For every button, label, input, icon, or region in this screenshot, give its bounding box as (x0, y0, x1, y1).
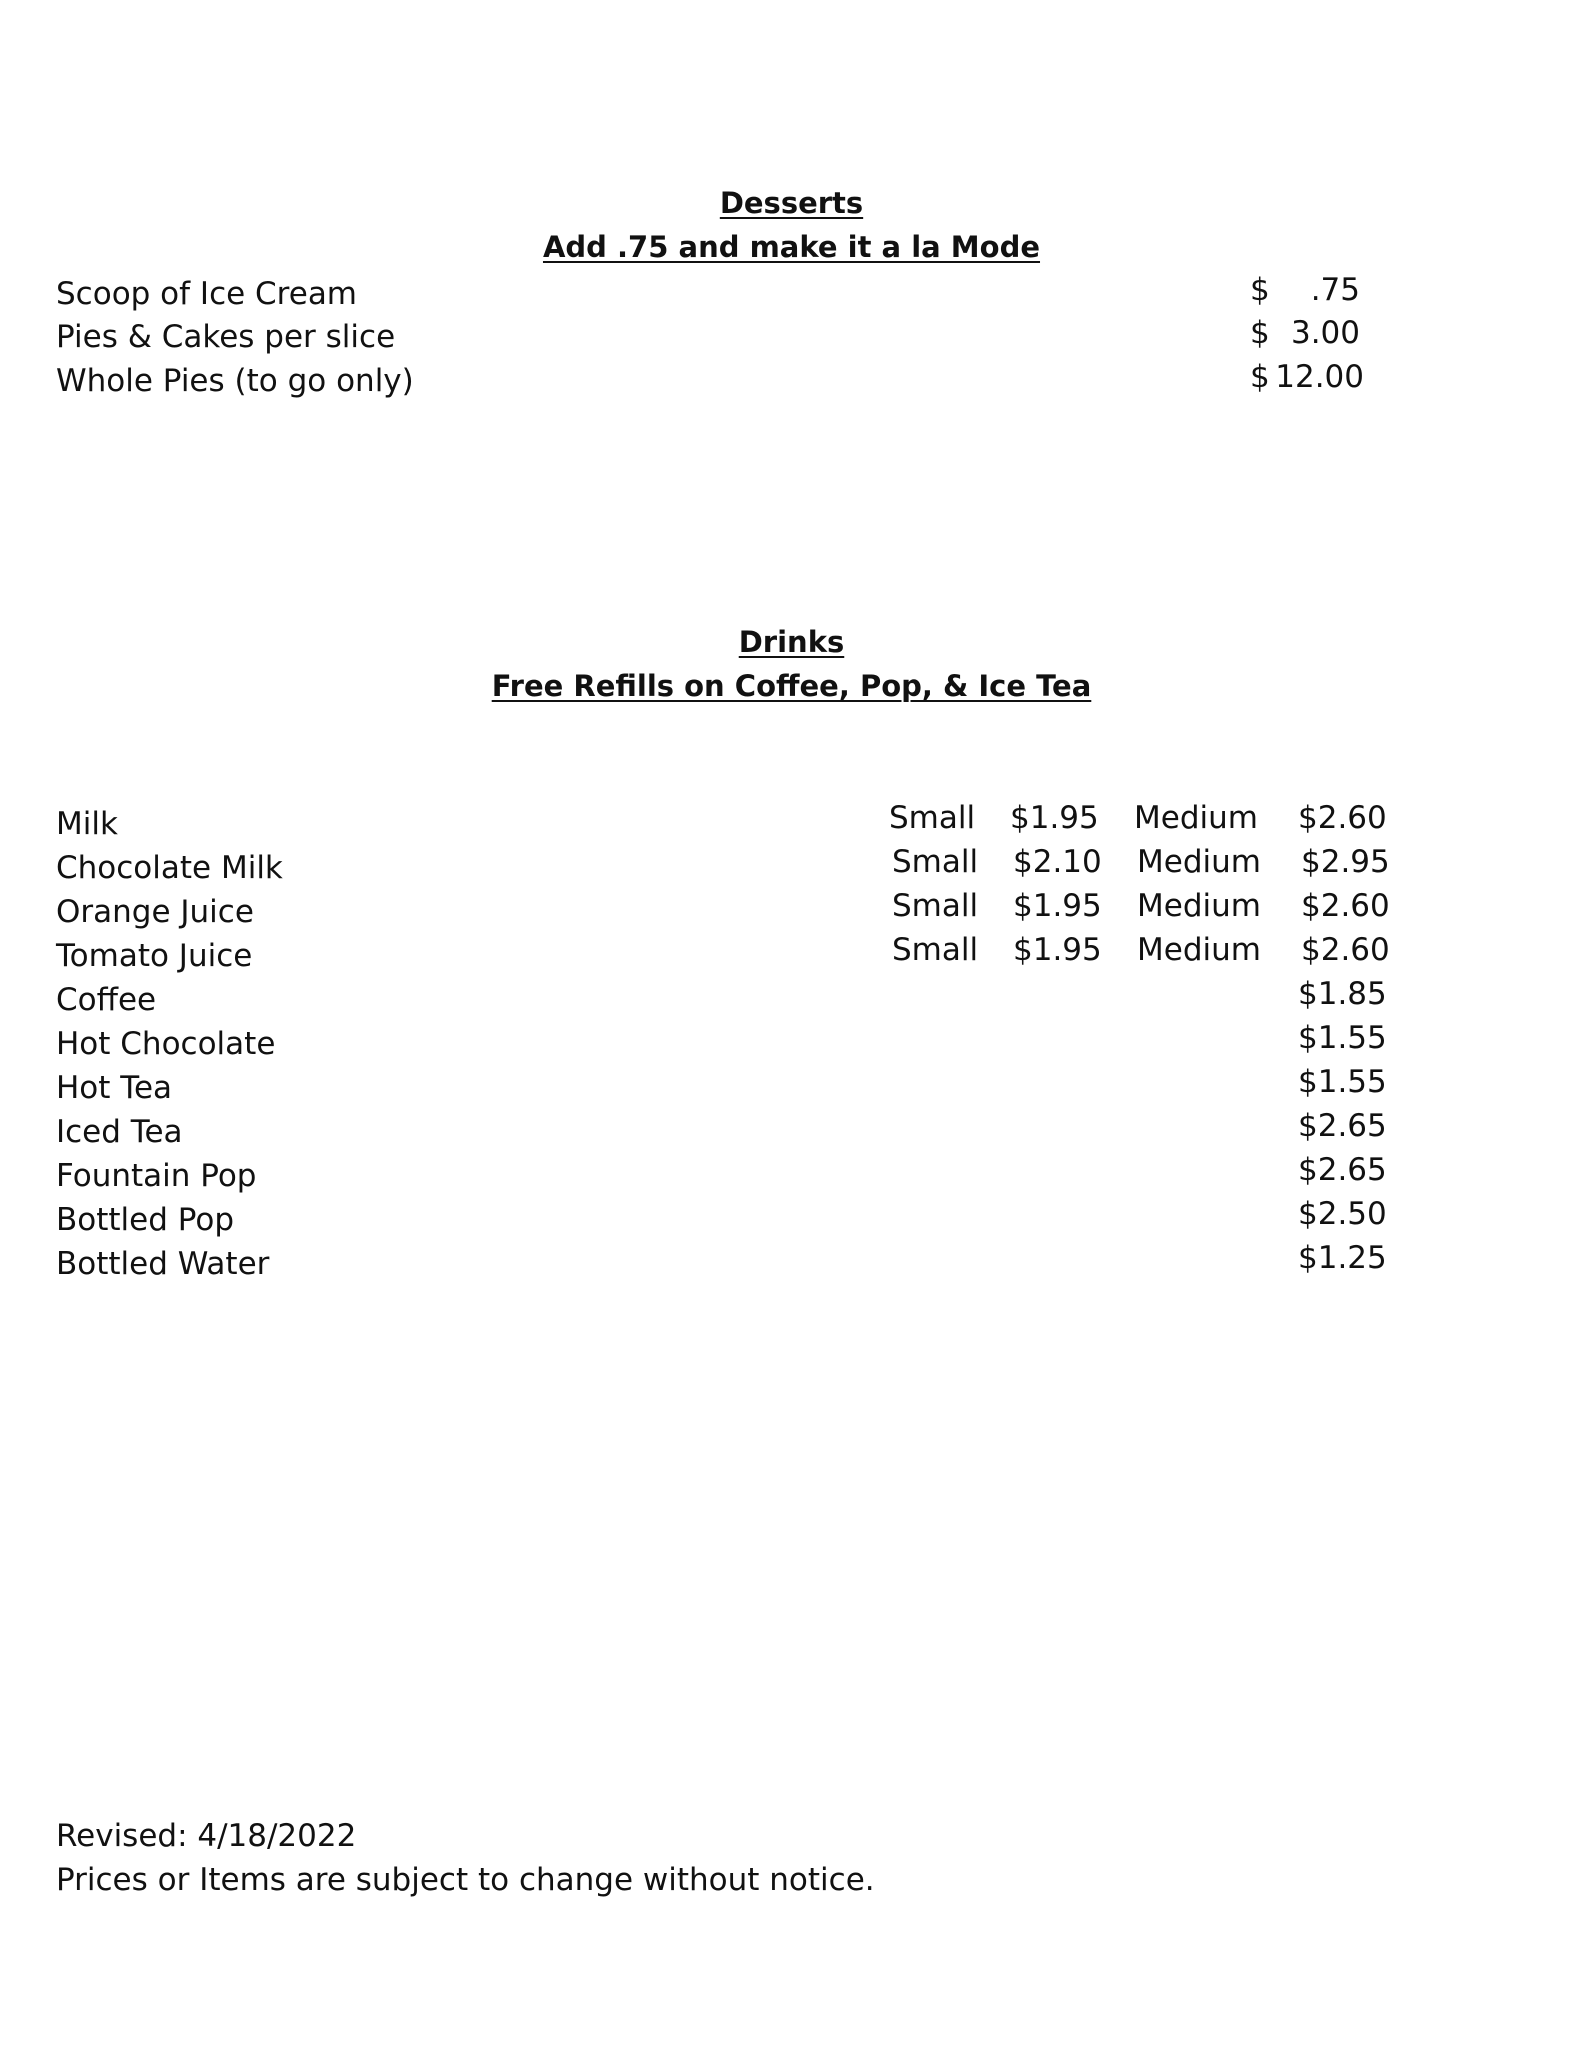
drink-medium-price: $2.95 (1301, 844, 1390, 880)
drink-item-price: $2.50 (1298, 1196, 1387, 1232)
dessert-item-currency: $ (1250, 359, 1270, 395)
drink-item-price: $2.65 (1298, 1108, 1387, 1144)
dessert-item-price: 12.00 (1275, 359, 1364, 395)
drink-item-price: $2.65 (1298, 1152, 1387, 1188)
drink-medium-label: Medium (1137, 932, 1261, 968)
drink-item-name: Iced Tea (56, 1114, 183, 1150)
drink-item-name: Bottled Water (56, 1246, 270, 1282)
drink-item-name: Coffee (56, 982, 157, 1018)
desserts-subtitle: Add .75 and make it a la Mode (542, 230, 1041, 264)
drink-small-price: $1.95 (1013, 888, 1102, 924)
dessert-item-name: Scoop of Ice Cream (56, 276, 358, 312)
price-notice: Prices or Items are subject to change without notice. (56, 1862, 875, 1898)
drink-small-label: Small (892, 932, 979, 968)
drink-item-price: $1.55 (1298, 1064, 1387, 1100)
drink-item-price: $1.85 (1298, 976, 1387, 1012)
drink-medium-label: Medium (1137, 844, 1261, 880)
drinks-subtitle: Free Refills on Coffee, Pop, & Ice Tea (491, 669, 1092, 703)
drink-item-price: $1.55 (1298, 1020, 1387, 1056)
dessert-item-price: .75 (1310, 272, 1360, 308)
drink-item-name: Hot Tea (56, 1070, 173, 1106)
drink-small-label: Small (892, 844, 979, 880)
drink-small-label: Small (892, 888, 979, 924)
drink-item-name: Chocolate Milk (56, 850, 283, 886)
drink-item-name: Orange Juice (56, 894, 254, 930)
drink-medium-price: $2.60 (1301, 932, 1390, 968)
drink-item-price: $1.25 (1298, 1240, 1387, 1276)
drink-medium-price: $2.60 (1301, 888, 1390, 924)
drink-small-price: $2.10 (1013, 844, 1102, 880)
drink-medium-label: Medium (1134, 800, 1258, 836)
drink-medium-label: Medium (1137, 888, 1261, 924)
drink-item-name: Bottled Pop (56, 1202, 234, 1238)
drink-small-price: $1.95 (1013, 932, 1102, 968)
dessert-item-currency: $ (1250, 272, 1270, 308)
dessert-item-price: 3.00 (1290, 315, 1360, 351)
desserts-title: Desserts (719, 186, 864, 220)
drinks-title: Drinks (738, 625, 845, 659)
dessert-item-name: Pies & Cakes per slice (56, 319, 396, 355)
drink-item-name: Milk (56, 806, 118, 842)
drink-small-label: Small (889, 800, 976, 836)
drink-small-price: $1.95 (1010, 800, 1099, 836)
revised-date: Revised: 4/18/2022 (56, 1818, 357, 1854)
drink-item-name: Hot Chocolate (56, 1026, 276, 1062)
drink-item-name: Fountain Pop (56, 1158, 257, 1194)
dessert-item-currency: $ (1250, 315, 1270, 351)
dessert-item-name: Whole Pies (to go only) (56, 363, 414, 399)
drink-medium-price: $2.60 (1298, 800, 1387, 836)
drink-item-name: Tomato Juice (56, 938, 253, 974)
